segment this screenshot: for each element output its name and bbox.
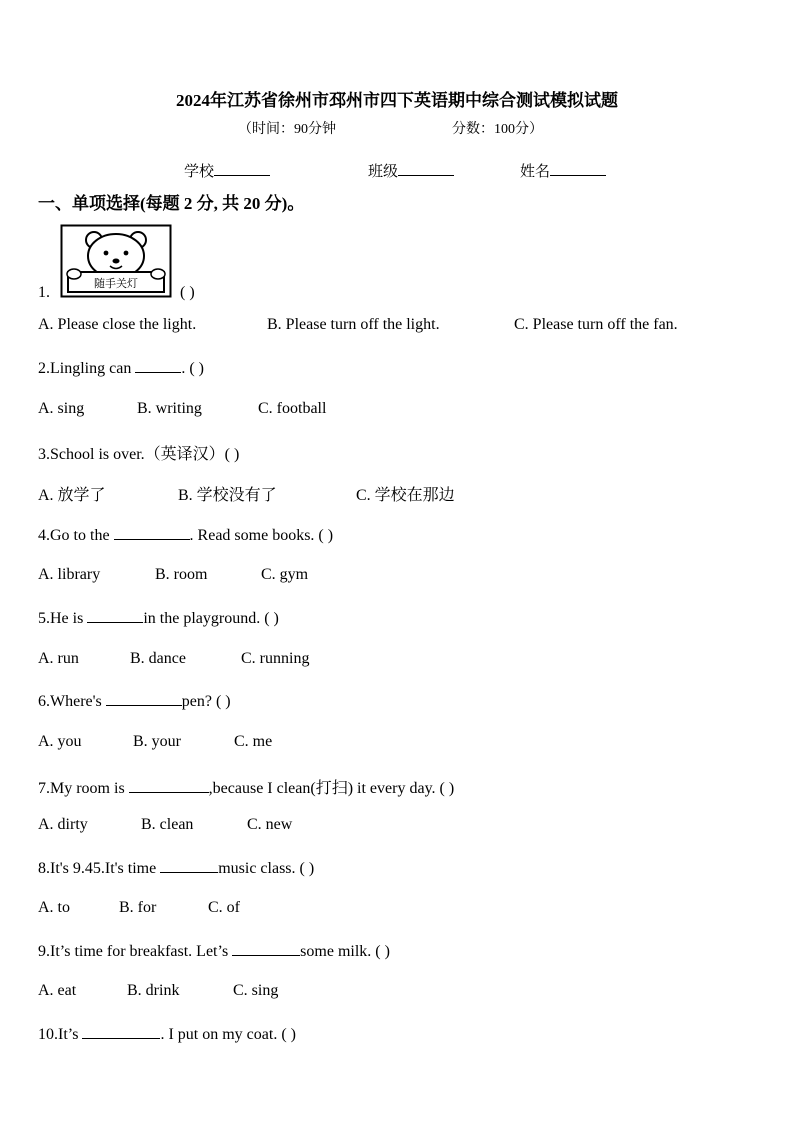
- q1-option-b: B. Please turn off the light.: [267, 316, 440, 333]
- q5-option-c: C. running: [241, 650, 310, 667]
- exam-time: （时间：90分钟: [238, 122, 336, 137]
- name-blank: [550, 161, 606, 176]
- q6-option-a: A. you: [38, 733, 82, 750]
- question-4: 4.Go to the . Read some books. ( ): [38, 527, 334, 544]
- q7-option-c: C. new: [247, 816, 293, 833]
- q9-option-a: A. eat: [38, 982, 77, 999]
- q5-option-b: B. dance: [130, 650, 186, 667]
- q2-option-c: C. football: [258, 400, 327, 417]
- q4-option-c: C. gym: [261, 566, 309, 583]
- q6-option-c: C. me: [234, 733, 273, 750]
- answer-blank: [129, 778, 209, 793]
- answer-blank: [82, 1024, 160, 1039]
- answer-blank: [135, 358, 181, 373]
- answer-blank: [106, 691, 182, 706]
- answer-blank: [160, 858, 218, 873]
- q9-option-b: B. drink: [127, 982, 180, 999]
- school-label: 学校: [184, 164, 215, 180]
- question-5: 5.He is in the playground. ( ): [38, 610, 279, 627]
- section-title: 一、单项选择(每题 2 分, 共 20 分)。: [38, 194, 305, 213]
- question-1-number: 1.: [38, 284, 50, 301]
- q9-option-c: C. sing: [233, 982, 279, 999]
- q6-option-b: B. your: [133, 733, 181, 750]
- sign-text: 随手关灯: [94, 277, 138, 290]
- question-8: 8.It's 9.45.It's time music class. ( ): [38, 860, 315, 877]
- question-10: 10.It’s . I put on my coat. ( ): [38, 1026, 296, 1043]
- question-1-answer-paren: ( ): [180, 284, 195, 301]
- question-9: 9.It’s time for breakfast. Let’s some milk. ( ): [38, 943, 390, 960]
- question-6: 6.Where's pen? ( ): [38, 693, 231, 710]
- q8-option-a: A. to: [38, 899, 70, 916]
- class-blank: [398, 161, 454, 176]
- exam-score: 分数：100分）: [452, 122, 543, 137]
- question-2: 2.Lingling can . ( ): [38, 360, 204, 377]
- q2-option-b: B. writing: [137, 400, 202, 417]
- q3-option-a: A. 放学了: [38, 487, 106, 504]
- question-3: 3.School is over.（英译汉）( ): [38, 446, 240, 463]
- school-blank: [214, 161, 270, 176]
- q3-option-b: B. 学校没有了: [178, 487, 277, 504]
- page-title: 2024年江苏省徐州市邳州市四下英语期中综合测试模拟试题: [176, 91, 618, 110]
- q4-option-b: B. room: [155, 566, 208, 583]
- name-label: 姓名: [520, 164, 551, 180]
- q5-option-a: A. run: [38, 650, 79, 667]
- q4-option-a: A. library: [38, 566, 101, 583]
- q1-option-a: A. Please close the light.: [38, 316, 197, 333]
- school-field: [184, 160, 270, 181]
- q7-option-a: A. dirty: [38, 816, 88, 833]
- answer-blank: [87, 608, 143, 623]
- q8-option-b: B. for: [119, 899, 157, 916]
- q7-option-b: B. clean: [141, 816, 194, 833]
- answer-blank: [232, 941, 300, 956]
- class-label: 班级: [368, 164, 399, 180]
- q3-option-c: C. 学校在那边: [356, 487, 455, 504]
- answer-blank: [114, 525, 190, 540]
- class-field: [368, 160, 454, 181]
- bear-sign-icon: [60, 224, 172, 298]
- q1-option-c: C. Please turn off the fan.: [514, 316, 678, 333]
- q8-option-c: C. of: [208, 899, 240, 916]
- q2-option-a: A. sing: [38, 400, 85, 417]
- question-7: 7.My room is ,because I clean(打扫) it every day. ( ): [38, 780, 455, 797]
- name-field: [520, 160, 606, 181]
